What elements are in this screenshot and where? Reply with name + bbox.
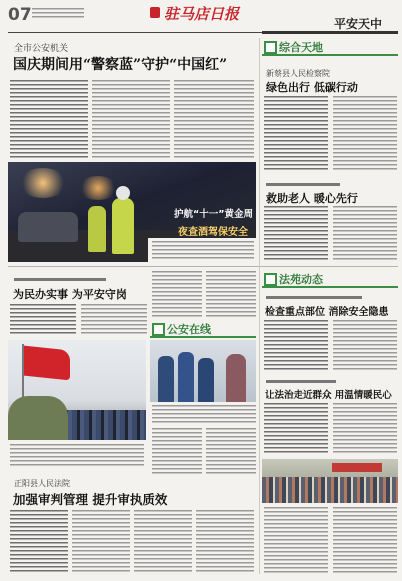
officer-figure — [178, 352, 194, 402]
article-headline: 国庆期间用“警察蓝”守护“中国红” — [13, 57, 228, 73]
photo-overlay-line1: 护航“十一”黄金周 — [174, 209, 253, 220]
section-square-icon — [152, 323, 165, 336]
banner — [332, 463, 382, 472]
article-kicker: 全市公安机关 — [14, 44, 69, 54]
article-body — [72, 510, 130, 574]
flag-raising-photo — [8, 340, 146, 440]
article-body — [10, 304, 76, 336]
masthead-meta-text — [32, 8, 84, 20]
crowd-photo — [262, 459, 398, 503]
article-body — [333, 507, 397, 574]
article-kicker — [266, 380, 336, 383]
photo-caption — [152, 241, 254, 261]
article-headline: 绿色出行 低碳行动 — [266, 81, 358, 94]
article-headline: 为民办实事 为平安守岗 — [13, 288, 127, 301]
police-officers-photo — [150, 340, 256, 402]
photo-caption — [152, 405, 256, 423]
article-body — [333, 403, 397, 455]
red-flag — [24, 346, 70, 381]
trees — [8, 396, 68, 440]
article-body — [152, 428, 202, 474]
article-headline: 加强审判管理 提升审执质效 — [13, 492, 168, 507]
article-body — [264, 320, 328, 372]
article-body — [81, 304, 147, 336]
article-body — [134, 510, 192, 574]
article-body — [196, 510, 254, 574]
article-kicker — [266, 183, 340, 186]
officer-figure — [88, 206, 106, 252]
logo-emblem-icon — [150, 7, 160, 18]
street-light — [18, 168, 68, 198]
newspaper-logo: 驻马店日报 — [164, 5, 240, 23]
section-label: 法苑动态 — [279, 273, 323, 286]
column-divider — [259, 38, 260, 574]
article-body — [174, 80, 254, 158]
section-header-gongan — [150, 321, 256, 338]
article-body — [152, 271, 202, 318]
photo-caption — [10, 444, 144, 466]
car — [18, 212, 78, 242]
article-body — [333, 320, 397, 372]
person-figure — [226, 354, 246, 402]
article-body — [10, 510, 68, 574]
photo-overlay-line2: 夜查酒驾保安全 — [178, 227, 248, 238]
officer-figure — [158, 356, 174, 402]
article-body — [92, 80, 170, 158]
article-kicker — [14, 278, 106, 281]
street-light — [78, 176, 118, 200]
crowd — [262, 477, 398, 503]
section-label: 公安在线 — [167, 323, 211, 336]
section-square-icon — [264, 41, 277, 54]
officer-figure — [112, 198, 134, 254]
section-title: 平安天中 — [334, 17, 383, 31]
officer-figure — [198, 358, 214, 402]
article-kicker — [266, 296, 362, 299]
article-body — [206, 271, 256, 318]
section-header-fayuan — [262, 271, 398, 288]
article-body — [264, 507, 328, 574]
officer-head — [116, 186, 130, 200]
article-body — [264, 403, 328, 455]
section-divider — [8, 266, 398, 267]
article-headline: 救助老人 暖心先行 — [266, 192, 358, 205]
masthead-rule-bar — [262, 31, 398, 34]
article-kicker: 新蔡县人民检察院 — [266, 69, 330, 78]
section-header-zonghe — [262, 39, 398, 56]
page-number: 07 — [8, 5, 32, 25]
article-body — [264, 206, 328, 262]
article-headline: 让法治走近群众 用温情暖民心 — [265, 390, 392, 401]
article-body — [10, 80, 88, 158]
article-kicker: 正阳县人民法院 — [14, 479, 70, 488]
section-label: 综合天地 — [279, 41, 323, 54]
article-body — [264, 96, 328, 172]
article-body — [206, 428, 256, 474]
section-square-icon — [264, 273, 277, 286]
article-body — [333, 206, 397, 262]
article-headline: 检查重点部位 消除安全隐患 — [265, 307, 389, 318]
article-body — [333, 96, 397, 172]
